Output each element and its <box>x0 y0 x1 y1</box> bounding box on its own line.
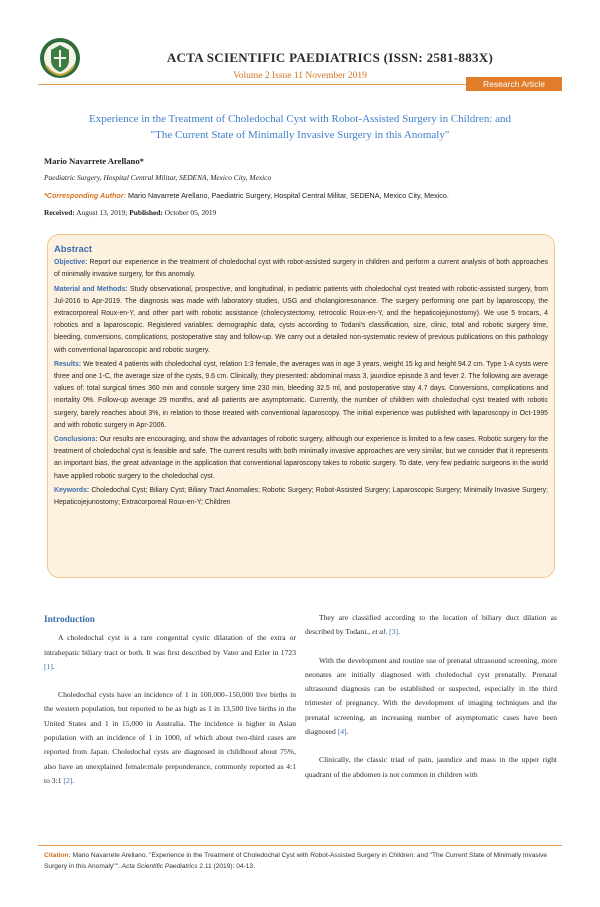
article-title <box>40 111 560 143</box>
objective-text: Report our experience in the treatment of choledochal cyst with robot-assisted surgery in children and perform a current analysis of both approaches of minimally invasive surgery, for this anomaly. <box>54 259 548 279</box>
keywords-label: Keywords: <box>54 486 90 494</box>
reference-link[interactable]: [3] <box>389 627 398 637</box>
abstract-keywords <box>54 485 548 509</box>
results-label: Results: <box>54 360 82 368</box>
abstract-heading: Abstract <box>54 243 93 254</box>
received-date: August 13, 2019; <box>74 208 130 217</box>
body-paragraph: Choledochal cysts have an incidence of 1 in 100,000–150,000 live births in the western population, but reported to be as high as 1 in 13,500 live births in the United States and 1 in 15,000 in Australia. The incidence is higher in Asian population with an incidence of 1 in 1000, of which about two-third cases are reported from Japan. Choledochal cysts are diagnosed in childhood about 75%, also have an unexplained female:male preponderance, commonly reported as 4:1 to 3:1 [2]. <box>44 690 296 785</box>
body-paragraph: They are classified according to the location of biliary duct dilation as described by Todani., et al. [3]. <box>305 613 557 637</box>
article-type-badge: Research Article <box>466 77 562 91</box>
abstract-results <box>54 359 548 432</box>
footer-rule <box>38 845 562 846</box>
abstract-objective <box>54 257 548 281</box>
methods-label: Material and Methods: <box>54 285 128 293</box>
author-affiliation: Paediatric Surgery, Hospital Central Militar, SEDENA, Mexico City, Mexico <box>44 173 272 182</box>
conclusions-text: Our results are encouraging, and show the advantages of robotic surgery, although our experience is limited to a few cases. Robotic surgery for the treatment of choledochal cyst is feasible and safe. The current results with both minimally invasive approaches are very similar, but we consider that it represents an important bias, the great advantage in the application that conventional laparoscopy takes to robotic surgery. To date, very few pediatric surgeons in the world have applied robotic surgery to the choledochal cyst. <box>54 436 548 480</box>
abstract-methods <box>54 284 548 357</box>
issue-info: Volume 2 Issue 11 November 2019 <box>233 71 367 81</box>
reference-link[interactable]: [1] <box>44 661 53 671</box>
received-label: Received: <box>44 208 75 217</box>
published-date: October 05, 2019 <box>162 208 217 217</box>
citation <box>44 850 556 872</box>
corresponding-author <box>44 191 449 200</box>
body-right-column <box>305 611 557 796</box>
citation-journal: Acta Scientific Paediatrics <box>121 863 198 870</box>
author-name: Mario Navarrete Arellano* <box>44 156 144 166</box>
reference-link[interactable]: [4] <box>337 727 347 737</box>
journal-title: ACTA SCIENTIFIC PAEDIATRICS (ISSN: 2581-883X) <box>166 50 494 65</box>
article-dates <box>44 208 216 217</box>
citation-label: Citation: <box>44 852 71 859</box>
title-line-1: Experience in the Treatment of Choledochal Cyst with Robot-Assisted Surgery in Children: and <box>88 113 512 125</box>
objective-label: Objective: <box>54 259 88 267</box>
corresponding-author-text: Mario Navarrete Arellano, Paediatric Surgery, Hospital Central Militar, SEDENA, Mexico City, Mexico. <box>125 191 449 200</box>
title-line-2: "The Current State of Minimally Invasive Surgery in this Anomaly" <box>150 129 450 141</box>
reference-link[interactable]: [2] <box>63 775 73 785</box>
abstract-box <box>47 234 555 578</box>
keywords-text: Choledochal Cyst; Biliary Cyst; Biliary Tract Anomalies; Robotic Surgery; Robot-Assisted Surgery; Laparoscopic Surgery; Minimally Invasive Surgery; Hepaticojejunostomy; Extracorporeal Roux-en-Y; Children <box>54 486 548 507</box>
methods-text: Study observational, prospective, and longitudinal, in pediatric patients with choledochal cyst treated with robotic-assisted surgery, from Jul-2016 to Apr-2019. The diagnosis was made with laboratory studies, USG and cholangioresonance. The surgery performing one part by laparoscopy, the extracorporeal Roux-en-Y, and other part with robotic assistance (cholecystectomy, retrocolic Roux-en-Y, and the hepaticojejunostomy). We use 5 trocars, 4 robotics and a laparoscopic. Registered variables: demographic data, cysts according to Todani's classification, size, clinic, total and robotic surgery time, bleeding, conversions, complications, postoperative stay and follow-up. We carry out a detailed non-systematic review of previous publications on this pathology with conventional laparoscopic and robotic surgery. <box>54 285 548 354</box>
results-text: We treated 4 patients with choledochal cyst, relation 1:3 female, the averages was in age 3 years, weight 15 kg and height 94.2 cm. Type 1-A cysts were three and one 1-C, the average size of the cysts, 9.6 cm. Clinically, they presented: abdominal mass 3, jaundice episode 3 and fever 2. The following are average values of: total surgical times 360 min and console surgery time 230 min, bleeding 32.5 ml, and postoperative stay 4.7 days. Conversions, complications and mortality 0%. Follow-up average 29 months, and all patients are asymptomatic. Currently, the number of children with choledochal cyst treated with robotic surgery, barely reaches about 3%, in relation to those treated with conventional laparoscopy. The initial experience was published with laparoscopy in Oct-1995 and with robotic surgery in Apr-2006. <box>54 360 548 429</box>
body-left-column <box>44 613 296 802</box>
body-paragraph: With the development and routine use of prenatal ultrasound screening, more neonates are initially diagnosed with choledochal cyst prenatally. Prenatal ultrasound diagnosis can be established or suspected, especially in the third trimester of pregnancy. With the development of imaging techniques and the prenatal screening, an increasing number of asymptomatic cases have been diagnosed [4]. <box>305 655 557 737</box>
conclusions-label: Conclusions: <box>54 436 98 444</box>
citation-text: Mario Navarrete Arellano. "Experience in the Treatment of Choledochal Cyst with Robot-Assisted Surgery in Children: and "The Current State of Minimally Invasive Surgery in this Anomaly"". <box>44 852 548 870</box>
citation-tail: 2.11 (2019): 04-13. <box>197 863 255 870</box>
body-paragraph: Clinically, the classic triad of pain, jaundice and mass in the upper right quadrant of the abdomen is not common in children with <box>305 755 557 779</box>
corresponding-author-label: *Corresponding Author: <box>44 191 126 200</box>
introduction-heading: Introduction <box>44 615 95 625</box>
published-label: Published: <box>129 208 163 217</box>
abstract-conclusions <box>54 434 548 483</box>
body-paragraph: A choledochal cyst is a rare congenital cystic dilatation of the extra or intrahepatic biliary tract or both. It was first described by Vater and Ezler in 1723 [1]. <box>44 633 296 671</box>
